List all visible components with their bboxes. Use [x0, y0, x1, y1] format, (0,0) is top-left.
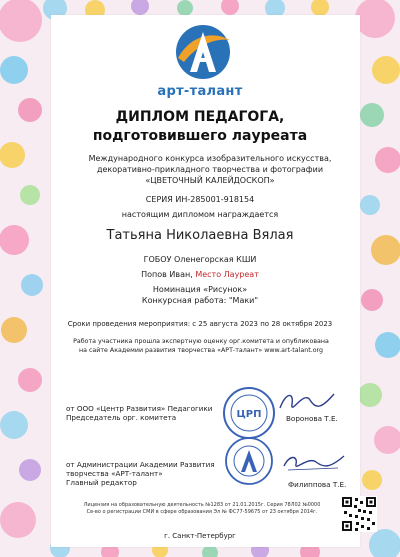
title-line-2: подготовившего лауреата — [92, 128, 308, 144]
crp-stamp-icon — [222, 386, 276, 440]
art-talant-logo-icon — [172, 22, 234, 80]
signature-voronova-icon — [276, 388, 338, 414]
license-line-1: Лицензия на образовательную деятельность №1283 от 21.01.2015г. Серия 78Л02 №0000 — [83, 502, 321, 508]
nomination: Номинация «Рисунок» — [152, 285, 248, 294]
contest-line-3: «ЦВЕТОЧНЫЙ КАЛЕЙДОСКОП» — [145, 176, 275, 185]
license-info — [68, 502, 336, 516]
student-line — [0, 270, 400, 279]
award-text: настоящим дипломом награждается — [121, 210, 279, 219]
contest-name — [60, 153, 360, 186]
event-dates: Сроки проведения мероприятия: с 25 августа 2023 по 28 октября 2023 — [67, 320, 333, 328]
left-org-line-2: Председатель орг. комитета — [66, 413, 177, 422]
series-number: СЕРИЯ ИН-285001-918154 — [145, 195, 255, 204]
left-org-line-1: от ООО «Центр Развития» Педагогики — [66, 404, 213, 413]
signature-filippova-icon — [278, 450, 348, 474]
left-signatory — [66, 404, 212, 422]
city: г. Санкт-Петербург — [164, 532, 236, 540]
left-signatory-name: Воронова Т.Е. — [286, 414, 338, 423]
license-line-2: Св-во о регистрации СМИ в сфере образования Эл № ФС77-59675 от 23 октября 2014г. — [86, 509, 318, 515]
note-line-2: на сайте Академии развития творчества «АРТ-талант» www.art-talant.org — [78, 347, 324, 354]
place-label: Место Лауреат — [195, 270, 259, 279]
recipient-name: Татьяна Николаевна Вялая — [106, 228, 294, 243]
evaluation-note — [72, 337, 330, 355]
right-org-line-2: творчества «АРТ-талант» — [66, 469, 163, 478]
right-org-line-1: от Администрации Академии Развития — [66, 460, 215, 469]
organization: ГОБОУ Оленегорская КШИ — [143, 255, 257, 264]
title-line-1: ДИПЛОМ ПЕДАГОГА, — [115, 109, 285, 125]
art-talant-stamp-icon — [224, 436, 274, 486]
stamp-text: ЦРП — [236, 409, 262, 420]
qr-code-icon — [341, 496, 377, 532]
diploma-title — [0, 108, 400, 146]
student-name: Попов Иван, — [141, 270, 193, 279]
contest-line-1: Международного конкурса изобразительного искусства, — [88, 154, 332, 163]
contest-work: Конкурсная работа: "Маки" — [141, 296, 259, 305]
right-signatory — [66, 460, 215, 487]
contest-line-2: декоративно-прикладного творчества и фотографии — [96, 165, 324, 174]
brand-name: арт-талант — [157, 84, 243, 99]
right-org-line-3: Главный редактор — [66, 478, 137, 487]
right-signatory-name: Филиппова Т.Е. — [288, 480, 347, 489]
note-line-1: Работа участника прошла экспертную оценку орг.комитета и опубликована — [73, 338, 329, 345]
